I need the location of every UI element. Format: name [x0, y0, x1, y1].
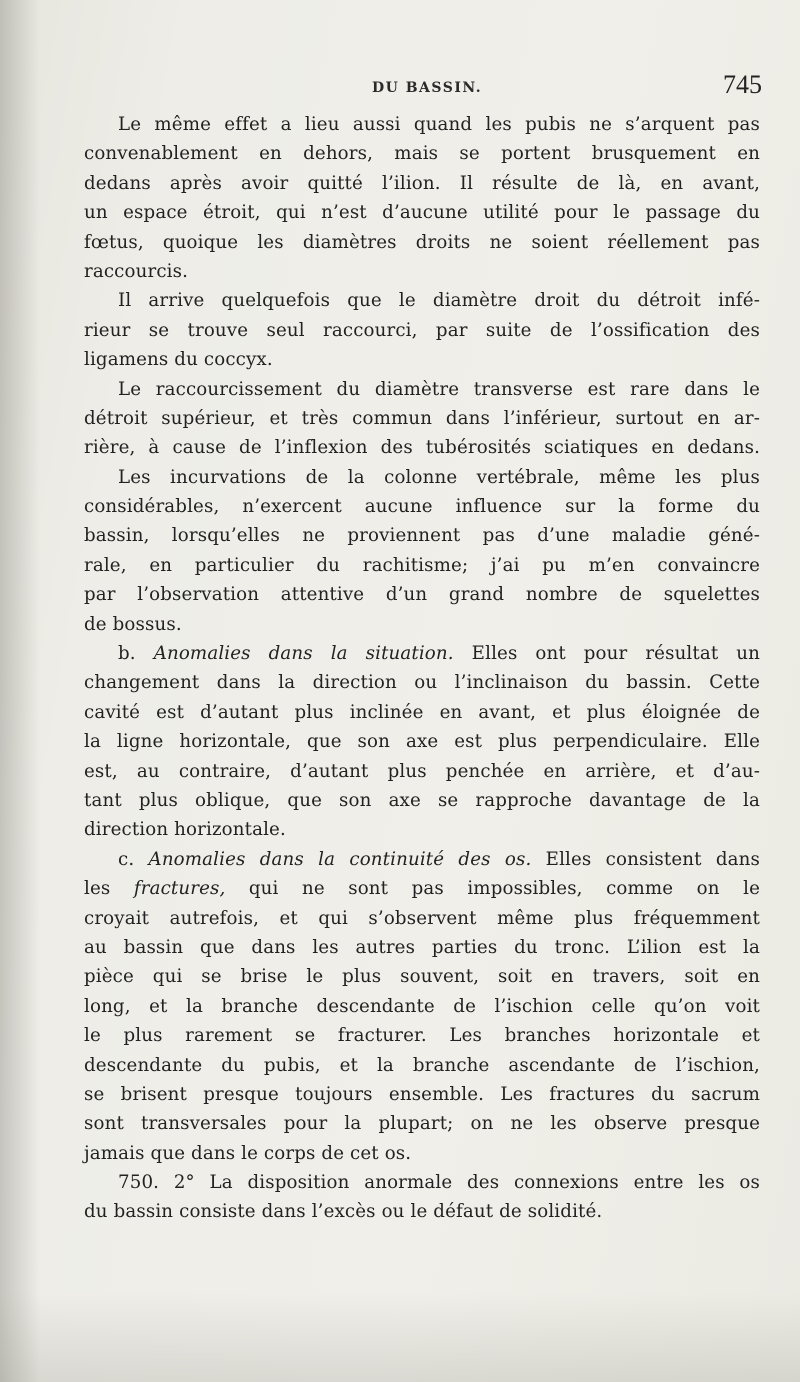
- text-line: 750. 2° La disposition anormale des connexions entre les os: [118, 1172, 760, 1194]
- text-line: raccourcis.: [84, 260, 189, 282]
- text-line: rière, à cause de l’inflexion des tubérosités sciatiques en dedans.: [84, 437, 760, 459]
- text-line: convenablement en dehors, mais se portent brusquement en: [84, 143, 760, 165]
- text-line: changement dans la direction ou l’inclinaison du bassin. Cette: [84, 672, 760, 694]
- italic-heading: Anomalies dans la continuité des os.: [148, 848, 532, 870]
- text-line: est, au contraire, d’autant plus penchée en arrière, et d’au-: [84, 760, 760, 782]
- line-prefix: b.: [118, 643, 154, 665]
- text-line: rale, en particulier du rachitisme; j’ai pu m’en convaincre: [84, 554, 760, 576]
- text-line: [84, 639, 760, 668]
- text-line: par l’observation attentive d’un grand nombre de squelettes: [84, 584, 760, 606]
- text-line: sont transversales pour la plupart; on ne les observe presque: [84, 1113, 760, 1135]
- text-line: un espace étroit, qui n’est d’aucune utilité pour le passage du: [84, 202, 760, 224]
- italic-heading: Anomalies dans la situation.: [153, 643, 454, 665]
- text-line: pièce qui se brise le plus souvent, soit en travers, soit en: [84, 966, 760, 988]
- text-line: rieur se trouve seul raccourci, par suite de l’ossification des: [84, 319, 760, 341]
- line-prefix: les: [84, 878, 134, 900]
- text-line: cavité est d’autant plus inclinée en avant, et plus éloignée de: [84, 701, 760, 723]
- text-line: le plus rarement se fracturer. Les branches horizontale et: [84, 1025, 760, 1047]
- running-head: [82, 70, 762, 104]
- text-line: la ligne horizontale, que son axe est plus perpendiculaire. Elle: [84, 731, 760, 753]
- text-line: descendante du pubis, et la branche ascendante de l’ischion,: [84, 1054, 760, 1076]
- text-line: Le raccourcissement du diamètre transverse est rare dans le: [118, 378, 760, 400]
- text-line: de bossus.: [84, 613, 182, 635]
- text-line: direction horizontale.: [84, 819, 286, 841]
- text-line: jamais que dans le corps de cet os.: [84, 1142, 412, 1164]
- text-line: [84, 874, 760, 903]
- text-line: fœtus, quoique les diamètres droits ne soient réellement pas: [84, 231, 760, 253]
- line-suffix: Elles consistent dans: [531, 848, 760, 870]
- text-line: bassin, lorsqu’elles ne proviennent pas d’une maladie géné-: [84, 525, 760, 547]
- text-line: Le même effet a lieu aussi quand les pubis ne s’arquent pas: [118, 114, 760, 135]
- line-prefix: c.: [118, 848, 149, 870]
- text-line: considérables, n’exercent aucune influence sur la forme du: [84, 496, 760, 518]
- page-number: 745: [723, 70, 762, 99]
- line-suffix: Elles ont pour résultat un: [453, 643, 760, 665]
- text-line: du bassin consiste dans l’excès ou le défaut de solidité.: [84, 1201, 603, 1223]
- text-line: long, et la branche descendante de l’ischion celle qu’on voit: [84, 995, 760, 1017]
- line-suffix: qui ne sont pas impossibles, comme on le: [225, 878, 760, 900]
- text-line: détroit supérieur, et très commun dans l’inférieur, surtout en ar-: [84, 407, 760, 429]
- italic-heading: fractures,: [133, 878, 226, 900]
- text-line: ligamens du coccyx.: [84, 349, 273, 371]
- text-line: Il arrive quelquefois que le diamètre droit du détroit infé-: [118, 290, 760, 312]
- text-line: Les incurvations de la colonne vertébrale, même les plus: [118, 466, 760, 488]
- text-line: au bassin que dans les autres parties du tronc. L’ilion est la: [84, 936, 760, 958]
- text-line: dedans après avoir quitté l’ilion. Il résulte de là, en avant,: [84, 172, 760, 194]
- body-text: [84, 110, 760, 1227]
- text-line: croyait autrefois, et qui s’observent même plus fréquemment: [84, 907, 760, 929]
- text-line: tant plus oblique, que son axe se rapproche davantage de la: [84, 789, 760, 811]
- text-line: se brisent presque toujours ensemble. Les fractures du sacrum: [84, 1083, 760, 1105]
- running-title: DU BASSIN.: [372, 80, 483, 96]
- text-line: [84, 845, 760, 874]
